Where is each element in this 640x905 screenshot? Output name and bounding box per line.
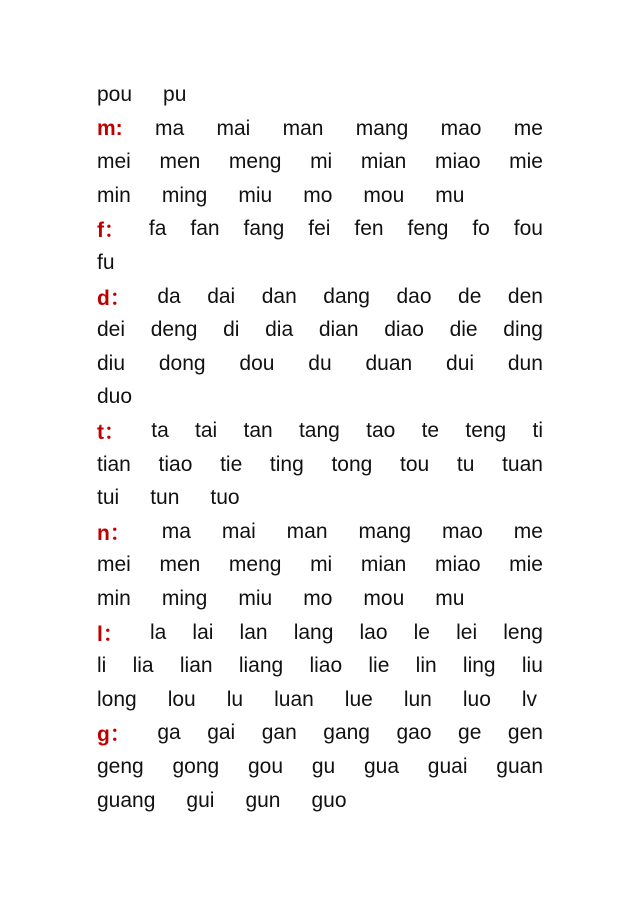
pinyin-syllable: dei xyxy=(97,318,126,342)
pinyin-syllable: ma xyxy=(154,116,185,140)
initial-label: l： xyxy=(97,622,124,646)
pinyin-syllable: lou xyxy=(167,687,196,711)
pinyin-syllable: long xyxy=(97,687,137,711)
pinyin-syllable: dao xyxy=(396,284,432,308)
pinyin-syllable: tou xyxy=(400,452,430,476)
pinyin-syllable: guang xyxy=(97,788,156,812)
initial-label: m: xyxy=(97,116,123,140)
pinyin-syllable: gua xyxy=(363,755,400,778)
pinyin-line xyxy=(97,751,543,783)
pinyin-syllable: mou xyxy=(363,183,405,207)
pinyin-syllable: lue xyxy=(344,687,373,711)
pinyin-syllable: fo xyxy=(472,217,490,241)
pinyin-syllable: gang xyxy=(323,721,370,745)
pinyin-line xyxy=(97,113,543,145)
pinyin-syllable: pu xyxy=(163,83,187,106)
pinyin-syllable: gen xyxy=(507,721,543,745)
pinyin-syllable: lai xyxy=(192,620,214,644)
pinyin-syllable: lang xyxy=(293,620,334,644)
pinyin-syllable: fu xyxy=(97,251,115,274)
pinyin-syllable: lun xyxy=(403,687,432,711)
pinyin-syllable: te xyxy=(421,419,440,442)
pinyin-line xyxy=(97,146,543,178)
pinyin-syllable: ta xyxy=(151,419,169,442)
pinyin-syllable: man xyxy=(286,519,328,543)
pinyin-syllable: tao xyxy=(366,419,396,442)
pinyin-syllable: me xyxy=(513,519,543,543)
pinyin-syllable: mu xyxy=(435,587,465,610)
pinyin-syllable: ti xyxy=(532,419,543,442)
pinyin-syllable: feng xyxy=(407,217,449,241)
pinyin-syllable: lan xyxy=(239,620,268,644)
pinyin-syllable: leng xyxy=(503,620,543,644)
pinyin-syllable: tian xyxy=(97,452,131,476)
pinyin-syllable: mei xyxy=(97,150,131,174)
pinyin-syllable: gui xyxy=(186,788,215,812)
pinyin-syllable: fan xyxy=(190,217,220,241)
pinyin-line xyxy=(97,482,543,514)
pinyin-syllable: fei xyxy=(308,217,331,241)
pinyin-syllable: liang xyxy=(238,654,284,678)
pinyin-syllable: guo xyxy=(311,788,347,812)
pinyin-syllable: tiao xyxy=(158,452,193,476)
pinyin-syllable: guai xyxy=(427,755,468,778)
pinyin-syllable: gan xyxy=(261,721,297,745)
pinyin-syllable: ga xyxy=(157,721,181,745)
pinyin-syllable: men xyxy=(159,553,201,577)
pinyin-syllable: li xyxy=(97,654,107,678)
pinyin-syllable: mao xyxy=(441,519,483,543)
pinyin-syllable: duo xyxy=(97,385,133,409)
pinyin-syllable: deng xyxy=(150,318,198,342)
pinyin-syllable: liao xyxy=(309,654,343,678)
pinyin-syllable: dan xyxy=(261,284,297,308)
pinyin-syllable: meng xyxy=(228,150,282,174)
pinyin-syllable: di xyxy=(223,318,240,342)
pinyin-syllable: ting xyxy=(269,452,304,476)
pinyin-syllable: miao xyxy=(434,150,481,174)
pinyin-syllable: tun xyxy=(150,486,180,510)
pinyin-syllable: teng xyxy=(465,419,507,442)
pinyin-syllable: gun xyxy=(245,788,281,812)
pinyin-syllable: tu xyxy=(456,452,475,476)
pinyin-syllable: pou xyxy=(97,83,133,106)
pinyin-syllable: lia xyxy=(132,654,154,678)
pinyin-syllable: lao xyxy=(359,620,388,644)
pinyin-syllable: la xyxy=(149,620,167,644)
pinyin-syllable: mang xyxy=(355,116,409,140)
pinyin-syllable: gao xyxy=(396,721,432,745)
pinyin-syllable: mai xyxy=(221,519,256,543)
pinyin-syllable: liu xyxy=(521,654,543,678)
pinyin-line xyxy=(97,314,543,346)
pinyin-syllable: ming xyxy=(161,587,208,610)
pinyin-syllable: dou xyxy=(239,351,275,375)
pinyin-syllable: geng xyxy=(97,755,144,778)
pinyin-syllable: tuan xyxy=(502,452,543,476)
pinyin-syllable: ding xyxy=(503,318,543,342)
pinyin-line xyxy=(97,449,543,481)
pinyin-syllable: lu xyxy=(226,687,244,711)
pinyin-line xyxy=(97,381,543,413)
pinyin-syllable: luo xyxy=(462,687,491,711)
pinyin-syllable: guan xyxy=(496,755,543,778)
pinyin-syllable: den xyxy=(507,284,543,308)
pinyin-syllable: duan xyxy=(365,351,413,375)
pinyin-syllable: ming xyxy=(161,183,208,207)
pinyin-syllable: fa xyxy=(148,217,167,241)
pinyin-line xyxy=(97,650,543,682)
pinyin-syllable: min xyxy=(97,587,131,610)
pinyin-syllable: gou xyxy=(248,755,284,778)
pinyin-syllable: miu xyxy=(238,183,273,207)
pinyin-syllable: ma xyxy=(161,519,191,543)
pinyin-syllable: mian xyxy=(360,553,407,577)
pinyin-syllable: miu xyxy=(238,587,273,610)
pinyin-syllable: ge xyxy=(458,721,482,745)
pinyin-syllable: dong xyxy=(158,351,206,375)
pinyin-syllable: ling xyxy=(462,654,496,678)
pinyin-syllable: le xyxy=(413,620,430,644)
pinyin-syllable: dai xyxy=(207,284,236,308)
pinyin-syllable: tuo xyxy=(210,486,240,510)
initial-label: f： xyxy=(97,219,125,243)
pinyin-line xyxy=(97,583,543,615)
pinyin-line xyxy=(97,180,543,212)
pinyin-syllable: mi xyxy=(310,553,333,577)
pinyin-syllable: tai xyxy=(195,419,218,442)
pinyin-syllable: min xyxy=(97,183,131,207)
pinyin-syllable: meng xyxy=(228,553,282,577)
pinyin-syllable: fang xyxy=(243,217,285,241)
pinyin-syllable: tang xyxy=(298,419,340,442)
pinyin-syllable: miao xyxy=(434,553,481,577)
pinyin-syllable: me xyxy=(513,116,543,140)
initial-label: n： xyxy=(97,521,131,545)
pinyin-syllable: mo xyxy=(303,587,333,610)
pinyin-line xyxy=(97,516,543,548)
pinyin-syllable: mei xyxy=(97,553,131,577)
pinyin-syllable: lin xyxy=(415,654,437,678)
pinyin-syllable: dian xyxy=(318,318,359,342)
pinyin-line xyxy=(97,281,543,313)
pinyin-syllable: gai xyxy=(207,721,236,745)
pinyin-syllable: diao xyxy=(384,318,424,342)
pinyin-syllable: fou xyxy=(513,217,543,241)
pinyin-syllable: mu xyxy=(435,183,465,207)
pinyin-syllable: mie xyxy=(509,150,543,174)
pinyin-syllable: dui xyxy=(446,351,475,375)
pinyin-syllable: tui xyxy=(97,486,120,510)
pinyin-syllable: men xyxy=(159,150,201,174)
pinyin-line xyxy=(97,348,543,380)
pinyin-syllable: gu xyxy=(311,755,336,778)
pinyin-syllable: mai xyxy=(216,116,251,140)
pinyin-line xyxy=(97,684,543,716)
pinyin-syllable: mi xyxy=(310,150,333,174)
pinyin-syllable: mian xyxy=(360,150,407,174)
pinyin-syllable: mou xyxy=(363,587,405,610)
pinyin-syllable: dang xyxy=(323,284,370,308)
pinyin-syllable: die xyxy=(449,318,478,342)
pinyin-line xyxy=(97,549,543,581)
pinyin-line xyxy=(97,785,543,817)
pinyin-syllable: lian xyxy=(179,654,213,678)
pinyin-syllable: de xyxy=(458,284,482,308)
pinyin-syllable: man xyxy=(282,116,324,140)
pinyin-syllable: du xyxy=(308,351,332,375)
pinyin-syllable: gong xyxy=(172,755,220,778)
pinyin-syllable: tong xyxy=(331,452,373,476)
pinyin-line xyxy=(97,717,543,749)
pinyin-syllable: fen xyxy=(354,217,384,241)
pinyin-syllable: lie xyxy=(368,654,390,678)
initial-label: d： xyxy=(97,286,131,310)
pinyin-syllable: dia xyxy=(265,318,294,342)
initial-label: g： xyxy=(97,723,131,747)
pinyin-line xyxy=(97,79,543,111)
pinyin-syllable: tan xyxy=(243,419,273,442)
pinyin-syllable: lv xyxy=(521,687,538,711)
pinyin-syllable: tie xyxy=(220,452,243,476)
pinyin-syllable: luan xyxy=(274,687,314,711)
pinyin-line xyxy=(97,247,543,279)
initial-label: t： xyxy=(97,421,125,444)
pinyin-line xyxy=(97,213,543,245)
pinyin-syllable: lei xyxy=(456,620,478,644)
pinyin-syllable: diu xyxy=(97,351,126,375)
pinyin-syllable: mao xyxy=(440,116,482,140)
pinyin-syllable: mang xyxy=(358,519,411,543)
pinyin-syllable: mie xyxy=(509,553,543,577)
pinyin-syllable: da xyxy=(157,284,181,308)
pinyin-syllable: mo xyxy=(303,183,333,207)
pinyin-line xyxy=(97,617,543,649)
pinyin-line xyxy=(97,415,543,447)
pinyin-syllable: dun xyxy=(507,351,543,375)
